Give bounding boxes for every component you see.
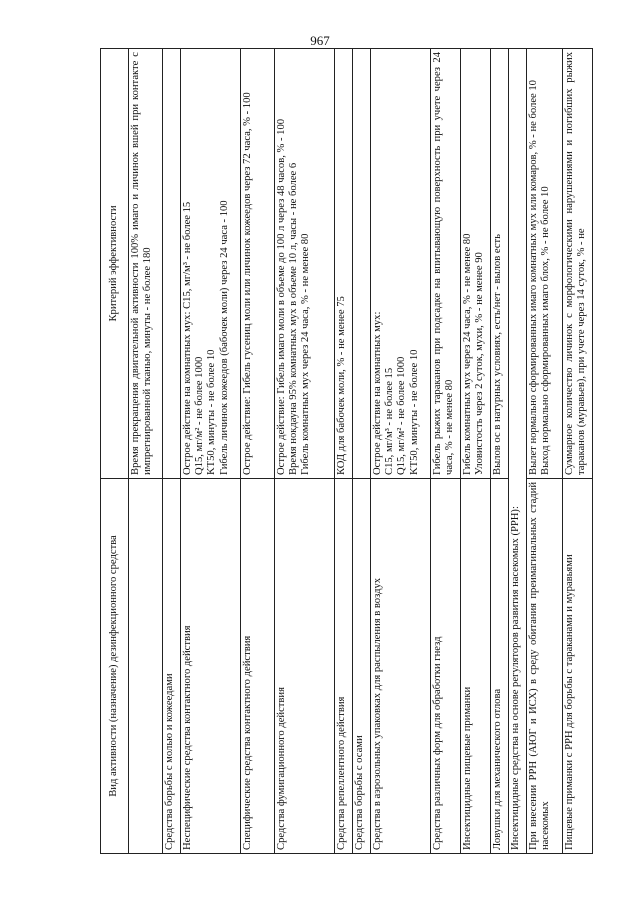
cell-criterion [527, 49, 563, 479]
rotated-table-container [100, 49, 588, 854]
table-row [509, 49, 527, 854]
cell-activity: Средства различных форм для обработки гнезд [431, 479, 461, 854]
cell-activity: Неспецифические средства контактного действия [181, 479, 241, 854]
table-row [335, 49, 353, 854]
cell-activity: Средства в аэрозольных упаковках для распыления в воздух [371, 479, 431, 854]
cell-activity [129, 479, 163, 854]
cell-criterion: Гибель рыжих тараканов при подсадке на впитывающую поверхность при учете через 24 часа, % - не менее 80 [431, 49, 461, 479]
page-number: 967 [310, 33, 330, 48]
table-row [431, 49, 461, 854]
cell-activity: Ловушки для механического отлова [491, 479, 509, 854]
cell-criterion [371, 49, 431, 479]
cell-activity: Средства борьбы с молью и кожеедами [163, 479, 181, 854]
criterion-line: Острое действие на комнатных мух: [372, 311, 383, 475]
criterion-line: C15, мг/м³ - не более 15 [384, 367, 396, 475]
cell-criterion [353, 49, 371, 479]
cell-activity: Средства фумигационного действия [275, 479, 335, 854]
cell-criterion [163, 49, 181, 479]
cell-criterion: Время прекращения двигательной активности 100% имаго и личинок вшей при контакте с импрегнированной тканью, минуты - не более 180 [129, 49, 163, 479]
cell-activity: Специфические средства контактного действия [241, 479, 275, 854]
cell-activity: Инсектицидные пищевые приманки [461, 479, 491, 854]
criterion-line: Q15, мг/м² - не более 1000 [396, 356, 408, 475]
criterion-line: Время нокдауна 95% комнатных мух в объеме 10 л, часы - не более 6 [288, 162, 300, 475]
table-row [275, 49, 335, 854]
criterion-line: Острое действие: Гибель имаго моли в объеме до 100 л через 48 часов, % - 100 [276, 118, 287, 475]
section-heading-rrn: Инсектицидные средства на основе регуляторов развития насекомых (РРН): [509, 49, 527, 854]
header-efficacy-criterion: Критерий эффективности [101, 49, 129, 479]
cell-criterion [461, 49, 491, 479]
cell-criterion: Острое действие: Гибель гусениц моли или личинок кожеедов через 72 часа, % - 100 [241, 49, 275, 479]
table-row [491, 49, 509, 854]
cell-criterion: КОД для бабочек моли, % - не менее 75 [335, 49, 353, 479]
cell-activity: При внесении РРН (АЮГ и ИСХ) в среду обитания преимагинальных стадий насекомых [527, 479, 563, 854]
cell-activity: Средства репеллентного действия [335, 479, 353, 854]
criterion-line: Гибель комнатных мух через 24 часа, % - не менее 80 [462, 233, 473, 475]
efficacy-criteria-table [100, 48, 593, 854]
cell-criterion [181, 49, 241, 479]
table-row [353, 49, 371, 854]
table-row [371, 49, 431, 854]
table-row [129, 49, 163, 854]
table-row [527, 49, 563, 854]
cell-activity: Средства борьбы с осами [353, 479, 371, 854]
criterion-line: KT50, минуты - не более 10 [206, 349, 218, 475]
criterion-line: Q15, мг/м² - не более 1000 [194, 356, 206, 475]
criterion-line: Острое действие на комнатных мух: C15, мг/м³ - не более 15 [182, 201, 193, 475]
criterion-line: KT50, минуты - не более 10 [408, 349, 420, 475]
table-row [461, 49, 491, 854]
table-row [241, 49, 275, 854]
cell-activity: Пищевые приманки с РРН для борьбы с тараканами и муравьями [563, 479, 593, 854]
cell-criterion [275, 49, 335, 479]
criterion-line: Выход нормально сформированных имаго блох, % - не более 10 [540, 186, 552, 475]
cell-criterion: Суммарное количество личинок с морфологическими нарушениями и погибших рыжих тараканов (муравьев), при учете через 14 суток, % - не [563, 49, 593, 479]
cell-criterion: Вылов ос в натурных условиях, есть/нет - вылов есть [491, 49, 509, 479]
table-row [563, 49, 593, 854]
table-row [163, 49, 181, 854]
criterion-line: Уловистость через 2 суток, мухи, % - не менее 90 [474, 252, 486, 475]
table-row [181, 49, 241, 854]
criterion-line: Гибель личинок кожеедов (бабочек моли) через 24 часа - 100 [218, 200, 230, 475]
criterion-line: Гибель комнатных мух через 24 часа, % - не менее 80 [300, 233, 312, 475]
header-activity-type: Вид активности (назначение) дезинфекционного средства [101, 479, 129, 854]
criterion-line: Вылет нормально сформированных имаго комнатных мух или комаров, % - не более 10 [528, 80, 539, 475]
